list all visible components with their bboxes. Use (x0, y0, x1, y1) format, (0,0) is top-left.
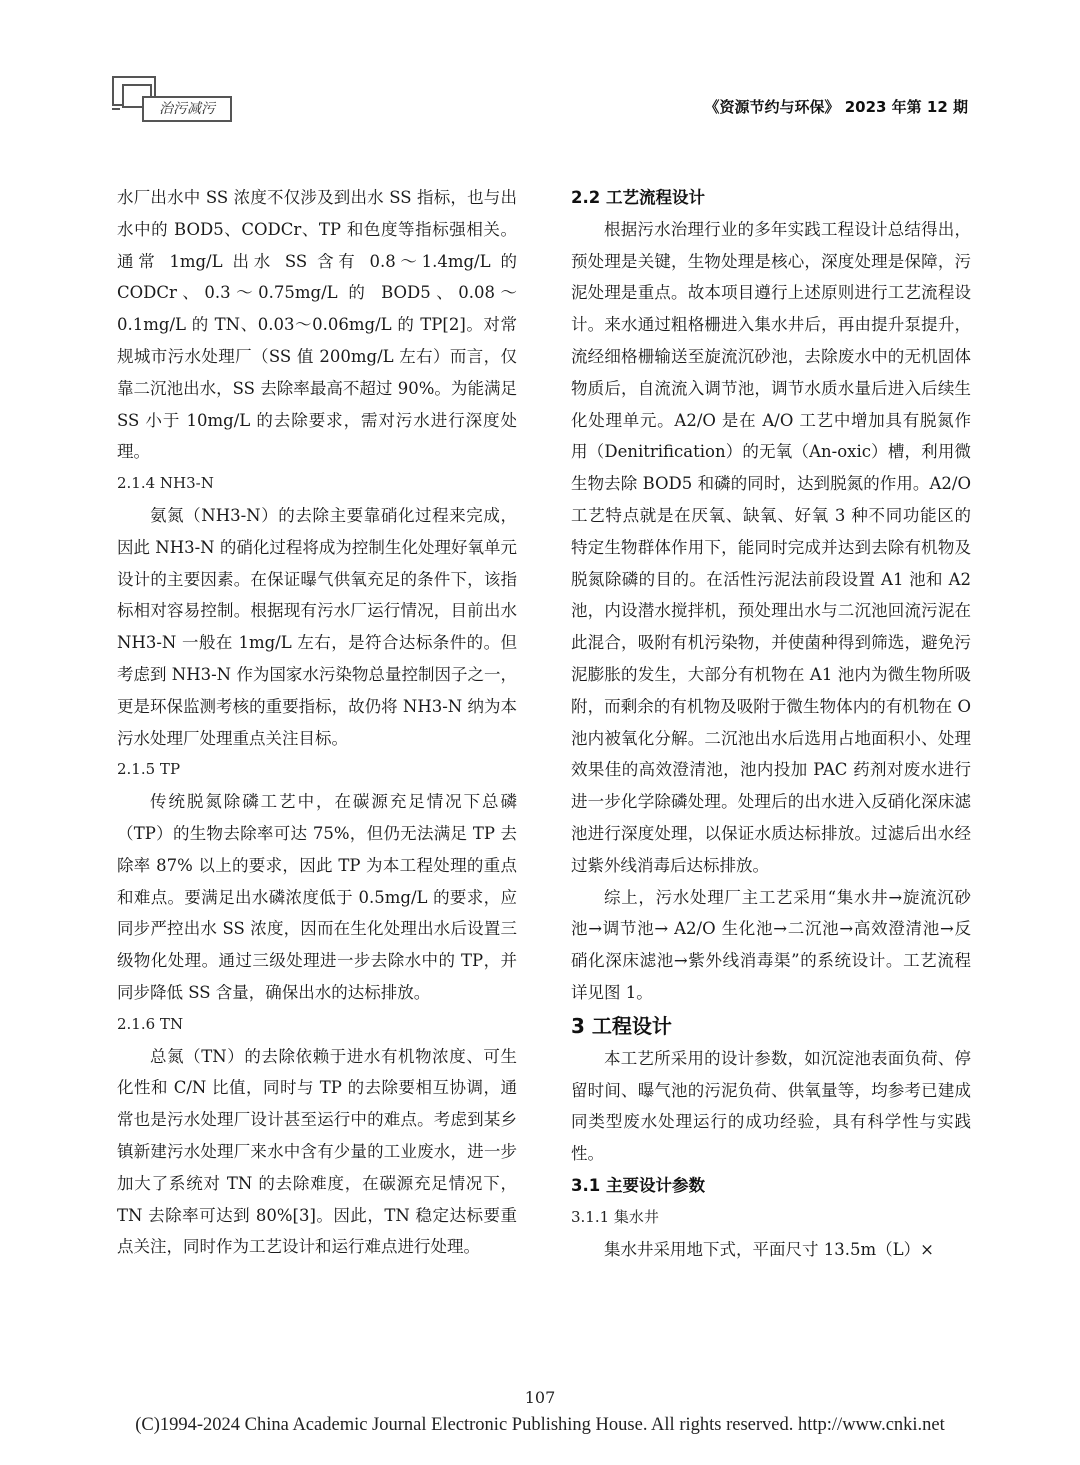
subsection-heading: 3.1.1 集水井 (571, 1207, 659, 1226)
subsection-heading: 2.1.5 TP (117, 760, 181, 779)
paragraph: 综上，污水处理厂主工艺采用“集水井→旋流沉砂池→调节池→ A2/O 生化池→二沉池→高效澄清池→反硝化深床滤池→紫外线消毒渠”的系统设计。工艺流程详见图 1。 (571, 887, 971, 1002)
section-heading: 3.1 主要设计参数 (571, 1175, 705, 1195)
page-number: 107 (524, 1388, 556, 1407)
journal-title: 《资源节约与环保》 2023 年第 12 期 (704, 98, 968, 116)
paragraph: 水厂出水中 SS 浓度不仅涉及到出水 SS 指标，也与出水中的 BOD5、CODCr、TP 和色度等指标强相关。通常 1mg/L 出水 SS 含有 0.8～1.4mg/L 的 CODCr、0.3～0.75mg/L 的 BOD5、0.08～0.1mg/L 的 TN、0.03～0.06mg/L 的 TP[2]。对常规城市污水处理厂（SS 值 200mg/L 左右）而言，仅靠二沉池出水，SS 去除率最高不超过 90%。为能满足 SS 小于 10mg/L 的去除要求，需对污水进行深度处理。 (117, 188, 517, 462)
subsection-heading: 2.1.4 NH3-N (117, 474, 214, 493)
paragraph: 氨氮（NH3-N）的去除主要靠硝化过程来完成，因此 NH3-N 的硝化过程将成为控制生化处理好氧单元设计的主要因素。在保证曝气供氧充足的条件下，该指标相对容易控制。根据现有污水厂运行情况，目前出水 NH3-N 一般在 1mg/L 左右，是符合达标条件的。但考虑到 NH3-N 作为国家水污染物总量控制因子之一，更是环保监测考核的重要指标，故仍将 NH3-N 纳为本污水处理厂处理重点关注目标。 (117, 505, 517, 748)
left-column (117, 182, 517, 1263)
section-tag: 治污减污 (142, 96, 232, 122)
copyright-footer: (C)1994-2024 China Academic Journal Electronic Publishing House. All rights reserved. http://www.cnki.net (135, 1415, 945, 1435)
paragraph: 本工艺所采用的设计参数，如沉淀池表面负荷、停留时间、曝气池的污泥负荷、供氧量等，均参考已建成同类型废水处理运行的成功经验，具有科学性与实践性。 (571, 1048, 971, 1164)
paragraph: 集水井采用地下式，平面尺寸 13.5m（L）× (604, 1239, 934, 1259)
section-logo (112, 76, 227, 120)
section-heading: 2.2 工艺流程设计 (571, 188, 705, 207)
paragraph: 总氮（TN）的去除依赖于进水有机物浓度、可生化性和 C/N 比值，同时与 TP 的去除要相互协调，通常也是污水处理厂设计甚至运行中的难点。考虑到某乡镇新建污水处理厂来水中含有少量的工业废水，进一步加大了系统对 TN 的去除难度，在碳源充足情况下，TN 去除率可达到 80%[3]。因此，TN 稳定达标要重点关注，同时作为工艺设计和运行难点进行处理。 (117, 1046, 517, 1257)
subsection-heading: 2.1.6 TN (117, 1014, 184, 1033)
paragraph: 根据污水治理行业的多年实践工程设计总结得出，预处理是关键，生物处理是核心，深度处理是保障，污泥处理是重点。故本项目遵行上述原则进行工艺流程设计。来水通过粗格栅进入集水井后，再由提升泵提升，流经细格栅输送至旋流沉砂池，去除废水中的无机固体物质后，自流流入调节池，调节水质水量后进入后续生化处理单元。A2/O 是在 A/O 工艺中增加具有脱氮作用（Denitrification）的无氧（An-oxic）槽，利用微生物去除 BOD5 和磷的同时，达到脱氮的作用。A2/O 工艺特点就是在厌氧、缺氧、好氧 3 种不同功能区的特定生物群体作用下，能同时完成并达到去除有机物及脱氮除磷的目的。在活性污泥法前段设置 A1 池和 A2 池，内设潜水搅拌机，预处理出水与二沉池回流污泥在此混合，吸附有机污染物，并使菌种得到筛选，避免污泥膨胀的发生，大部分有机物在 A1 池内为微生物所吸附，而剩余的有机物及吸附于微生物体内的有机物在 O 池内被氧化分解。二沉池出水后选用占地面积小、处理效果佳的高效澄清池，池内投加 PAC 药剂对废水进行进一步化学除磷处理。处理后的出水进入反硝化深床滤池进行深度处理，以保证水质达标排放。过滤后出水经过紫外线消毒后达标排放。 (571, 219, 971, 875)
right-column (571, 182, 971, 1265)
paragraph: 传统脱氮除磷工艺中，在碳源充足情况下总磷（TP）的生物去除率可达 75%，但仍无法满足 TP 去除率 87% 以上的要求，因此 TP 为本工程处理的重点和难点。要满足出水磷浓度低于 0.5mg/L 的要求，应同步严控出水 SS 浓度，因而在生化处理出水后设置三级物化处理。通过三级处理进一步去除水中的 TP，并同步降低 SS 含量，确保出水的达标排放。 (117, 792, 517, 1002)
section-heading: 3 工程设计 (571, 1013, 672, 1038)
